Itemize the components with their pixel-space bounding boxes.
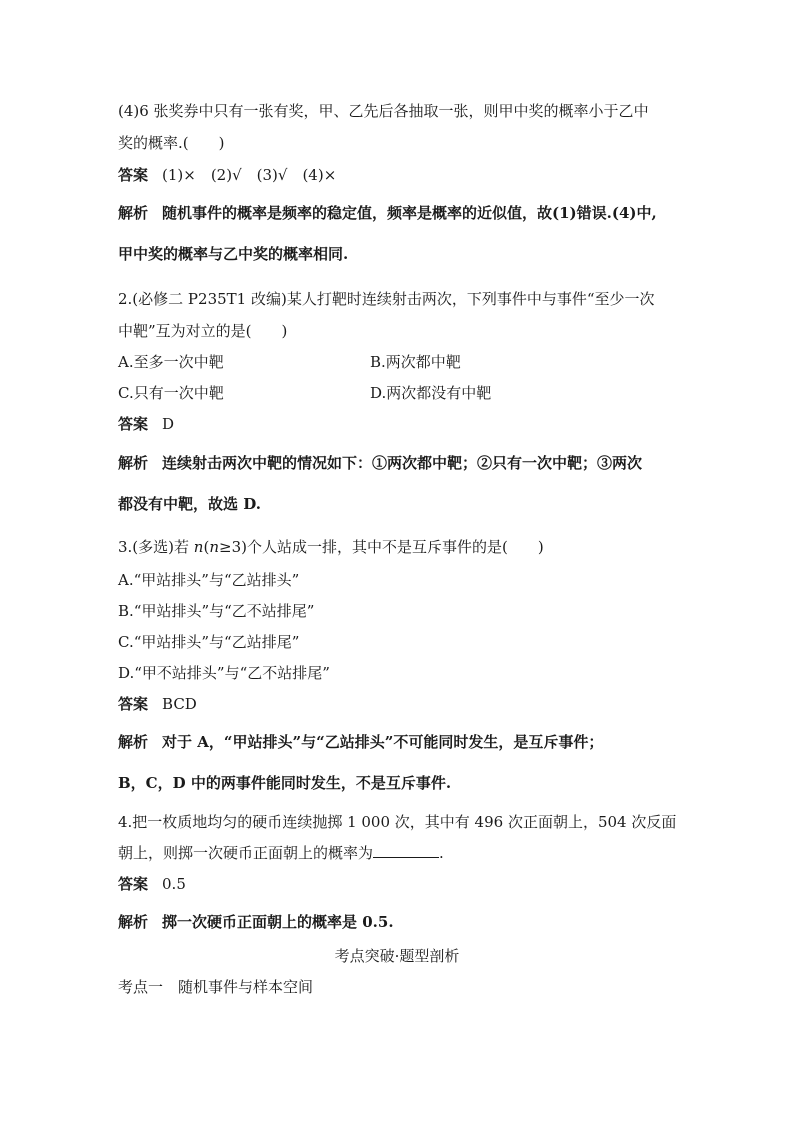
answer-label: 答案 <box>118 695 149 713</box>
explanation-label: 解析 <box>118 454 149 472</box>
explanation-2-line2: 都没有中靶，故选 D. <box>118 495 261 513</box>
subsection-title: 考点一 随机事件与样本空间 <box>118 978 314 996</box>
answer-text: 0.5 <box>162 875 186 893</box>
answer-text: (1)× (2)√ (3)√ (4)× <box>162 166 337 184</box>
answer-label: 答案 <box>118 166 149 184</box>
explanation-text: 掷一次硬币正面朝上的概率是 0.5. <box>162 913 394 931</box>
q3-option-a: A.“甲站排头”与“乙站排头” <box>118 571 300 589</box>
q4-line2-text: 奖的概率.( <box>118 134 189 152</box>
q3-math-n: n <box>193 538 204 556</box>
explanation-text: 对于 A，“甲站排头”与“乙站排头”不可能同时发生，是互斥事件； <box>162 733 604 751</box>
answer-3 <box>118 693 197 715</box>
q4-line2-end: ) <box>218 134 225 152</box>
answer-2 <box>118 413 174 435</box>
q2-line1: 2.(必修二 P235T1 改编)某人打靶时连续射击两次，下列事件中与事件“至少一次 <box>118 290 655 308</box>
q4b-line2-text: 朝上，则掷一次硬币正面朝上的概率为 <box>118 844 374 862</box>
q4-line1: (4)6 张奖券中只有一张有奖，甲、乙先后各抽取一张，则甲中奖的概率小于乙中 <box>118 102 649 120</box>
explanation-label: 解析 <box>118 733 149 751</box>
explanation-4-line1 <box>118 911 394 933</box>
q2-option-d: D.两次都没有中靶 <box>370 384 492 402</box>
answer-4 <box>118 873 186 895</box>
q3-line1 <box>118 536 544 558</box>
q4b-line2-end: . <box>439 844 444 862</box>
answer-text: BCD <box>162 695 197 713</box>
answer-label: 答案 <box>118 415 149 433</box>
q3-math-cond: ≥3) <box>219 538 247 556</box>
q3-math-n2: n <box>209 538 219 556</box>
q3-prefix: 3.(多选)若 <box>118 538 194 556</box>
q2-option-b: B.两次都中靶 <box>370 353 461 371</box>
explanation-1-line2: 甲中奖的概率与乙中奖的概率相同. <box>118 245 349 263</box>
q2-line2-end: ) <box>281 322 288 340</box>
answer-text: D <box>162 415 175 433</box>
explanation-3-line2: B，C，D 中的两事件能同时发生，不是互斥事件. <box>118 774 452 792</box>
q4b-line1: 4.把一枚质地均匀的硬币连续抛掷 1 000 次，其中有 496 次正面朝上，504 次反面 <box>118 813 677 831</box>
q4b-line2 <box>118 842 444 864</box>
q3-end: ) <box>537 538 544 556</box>
answer-1 <box>118 164 336 186</box>
answer-label: 答案 <box>118 875 149 893</box>
explanation-label: 解析 <box>118 204 149 222</box>
explanation-1-line1 <box>118 202 657 224</box>
fill-in-blank <box>373 842 439 858</box>
q3-math-paren: ( <box>203 538 210 556</box>
q3-option-d: D.“甲不站排头”与“乙不站排尾” <box>118 664 330 682</box>
explanation-text: 连续射击两次中靶的情况如下：①两次都中靶；②只有一次中靶；③两次 <box>162 454 643 472</box>
explanation-text: 随机事件的概率是频率的稳定值，频率是概率的近似值，故(1)错误.(4)中, <box>162 204 657 222</box>
q2-option-c: C.只有一次中靶 <box>118 384 224 402</box>
q3-option-c: C.“甲站排头”与“乙站排尾” <box>118 633 300 651</box>
q3-option-b: B.“甲站排头”与“乙不站排尾” <box>118 602 315 620</box>
q2-line2 <box>118 320 287 342</box>
explanation-3-line1 <box>118 731 603 753</box>
q2-option-a: A.至多一次中靶 <box>118 353 224 371</box>
section-title: 考点突破·题型剖析 <box>334 947 460 965</box>
q2-line2-text: 中靶”互为对立的是( <box>118 322 252 340</box>
explanation-2-line1 <box>118 452 642 474</box>
explanation-label: 解析 <box>118 913 149 931</box>
q3-suffix: 个人站成一排，其中不是互斥事件的是( <box>246 538 508 556</box>
q4-line2 <box>118 132 224 154</box>
